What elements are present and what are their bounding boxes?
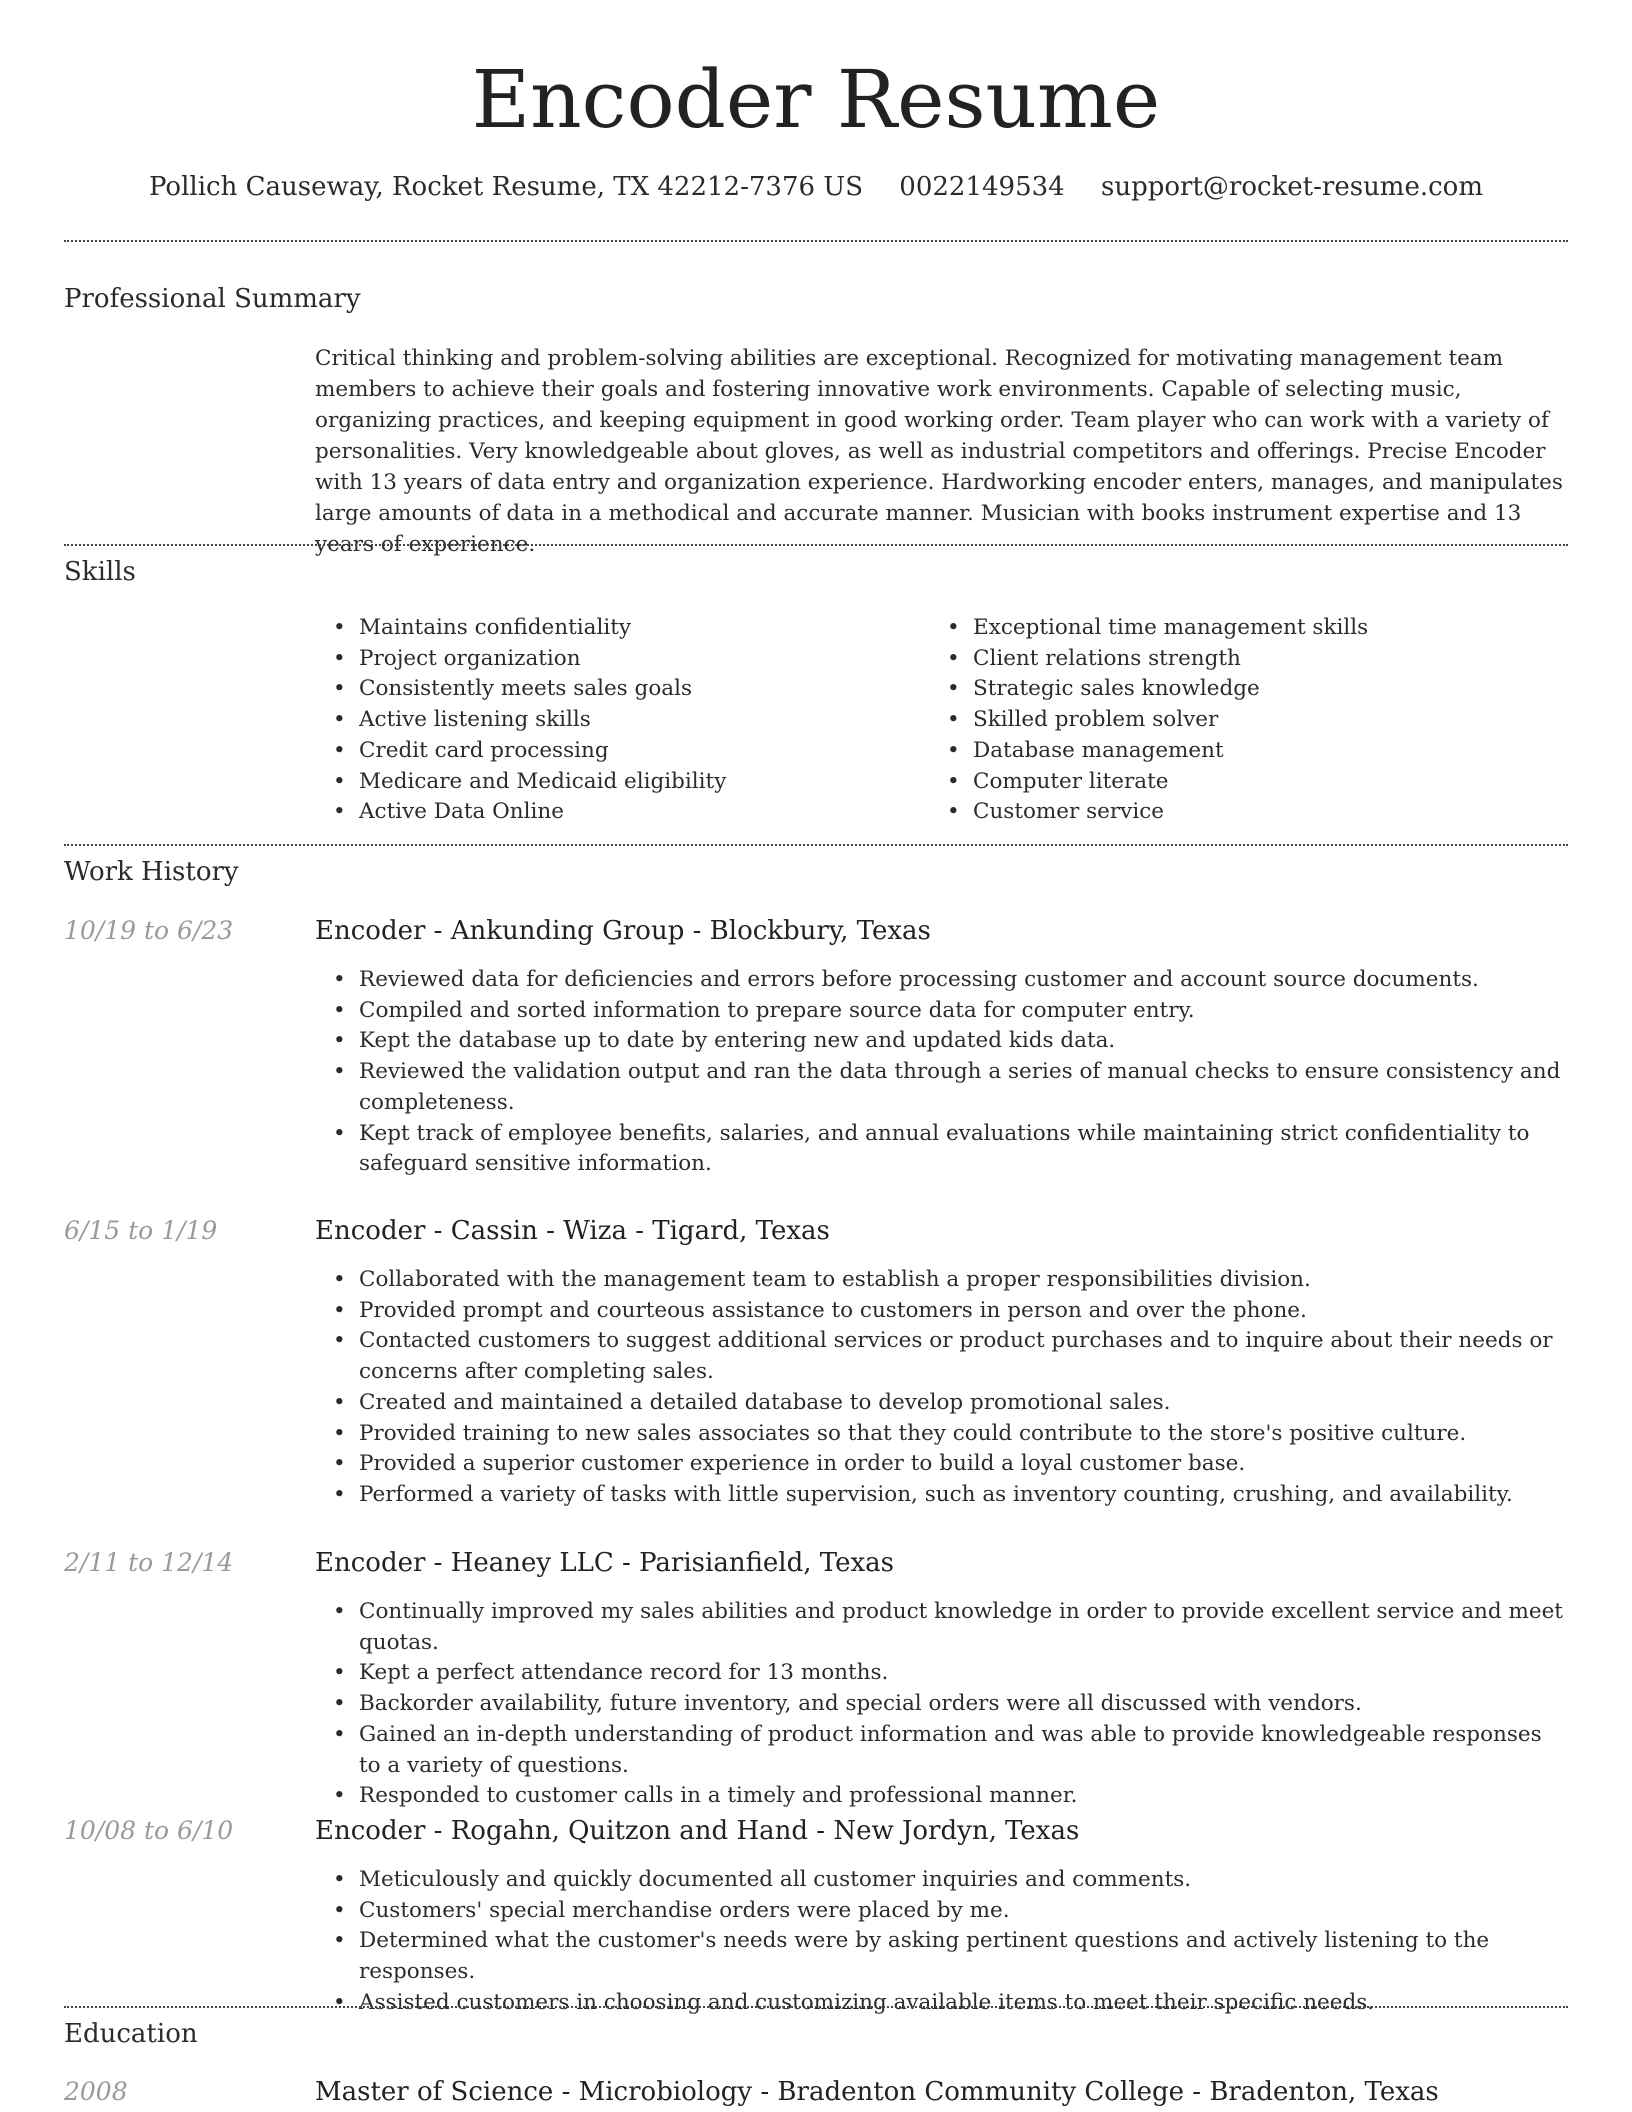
skill-item: • Database management (973, 736, 1573, 767)
skill-item: • Active listening skills (359, 705, 929, 736)
job-dates: 10/08 to 6/10 (64, 1816, 234, 1845)
job-bullet: • Performed a variety of tasks with little supervision, such as inventory counting, crushing, and availability. (359, 1480, 1567, 1511)
job-title: Encoder - Ankunding Group - Blockbury, Texas (315, 916, 931, 946)
divider (64, 544, 1568, 546)
skill-item: • Customer service (973, 797, 1573, 828)
summary-text: Critical thinking and problem-solving abilities are exceptional. Recognized for motivating management team members to achieve their goals and fostering innovative work environments. Capable of selecting music, organizing practices, and keeping equipment in good working order. Team player who can work with a variety of personalities. Very knowledgeable about gloves, as well as industrial competitors and offerings. Precise Encoder with 13 years of data entry and organization experience. Hardworking encoder enters, manages, and manipulates large amounts of data in a methodical and accurate manner. Musician with books instrument expertise and 13 years of experience. (315, 346, 1563, 557)
job-bullets (315, 1865, 1567, 2019)
job-dates: 10/19 to 6/23 (64, 916, 234, 945)
divider (64, 240, 1568, 242)
skill-item: • Consistently meets sales goals (359, 674, 929, 705)
job-bullet: • Customers' special merchandise orders were placed by me. (359, 1896, 1567, 1927)
job-title: Encoder - Rogahn, Quitzon and Hand - New Jordyn, Texas (315, 1816, 1080, 1846)
divider (64, 2006, 1568, 2008)
job-dates: 6/15 to 1/19 (64, 1216, 218, 1245)
job-title: Encoder - Heaney LLC - Parisianfield, Texas (315, 1548, 895, 1578)
job-bullet: • Reviewed the validation output and ran the data through a series of manual checks to ensure consistency and completeness. (359, 1057, 1567, 1118)
job-title: Encoder - Cassin - Wiza - Tigard, Texas (315, 1216, 830, 1246)
job-bullet: • Kept track of employee benefits, salaries, and annual evaluations while maintaining strict confidentiality to safeguard sensitive information. (359, 1119, 1567, 1180)
skill-item: • Medicare and Medicaid eligibility (359, 767, 929, 798)
job-bullet: • Responded to customer calls in a timely and professional manner. (359, 1781, 1567, 1812)
job-bullet: • Collaborated with the management team to establish a proper responsibilities division. (359, 1265, 1567, 1296)
divider (64, 844, 1568, 846)
skill-item: • Strategic sales knowledge (973, 674, 1573, 705)
job-bullet: • Continually improved my sales abilities and product knowledge in order to provide excellent service and meet quotas. (359, 1597, 1567, 1658)
contact-address: Pollich Causeway, Rocket Resume, TX 42212-7376 US (148, 172, 864, 202)
job-bullet: • Meticulously and quickly documented all customer inquiries and comments. (359, 1865, 1567, 1896)
job-bullets (315, 965, 1567, 1180)
skill-item: • Credit card processing (359, 736, 929, 767)
job-bullet: • Provided a superior customer experience in order to build a loyal customer base. (359, 1449, 1567, 1480)
job-bullet: • Created and maintained a detailed database to develop promotional sales. (359, 1388, 1567, 1419)
section-heading-education: Education (64, 2019, 198, 2049)
job-bullet: • Gained an in-depth understanding of product information and was able to provide knowledgeable responses to a variety of questions. (359, 1720, 1567, 1781)
job-bullet: • Assisted customers in choosing and customizing available items to meet their specific needs. (359, 1988, 1567, 2019)
job-bullet: • Determined what the customer's needs were by asking pertinent questions and actively listening to the responses. (359, 1926, 1567, 1987)
job-bullet: • Provided training to new sales associates so that they could contribute to the store's positive culture. (359, 1419, 1567, 1450)
skills-list-left (315, 613, 929, 828)
section-heading-work: Work History (64, 857, 239, 887)
job-bullet: • Kept the database up to date by entering new and updated kids data. (359, 1026, 1567, 1057)
skills-list-right (929, 613, 1573, 828)
skill-item: • Computer literate (973, 767, 1573, 798)
contact-phone: 0022149534 (899, 172, 1065, 202)
contact-email: support@rocket-resume.com (1100, 172, 1483, 202)
section-heading-skills: Skills (64, 557, 136, 587)
job-bullet: • Backorder availability, future inventory, and special orders were all discussed with vendors. (359, 1689, 1567, 1720)
skill-item: • Active Data Online (359, 797, 929, 828)
job-bullet: • Compiled and sorted information to prepare source data for computer entry. (359, 996, 1567, 1027)
job-bullet: • Contacted customers to suggest additional services or product purchases and to inquire about their needs or concerns after completing sales. (359, 1326, 1567, 1387)
skill-item: • Maintains confidentiality (359, 613, 929, 644)
resume-title: Encoder Resume (471, 53, 1161, 146)
job-bullet: • Reviewed data for deficiencies and errors before processing customer and account source documents. (359, 965, 1567, 996)
education-year: 2008 (64, 2077, 128, 2106)
skill-item: • Client relations strength (973, 644, 1573, 675)
section-heading-summary: Professional Summary (64, 284, 361, 314)
job-bullets (315, 1597, 1567, 1812)
skill-item: • Skilled problem solver (973, 705, 1573, 736)
skill-item: • Project organization (359, 644, 929, 675)
skill-item: • Exceptional time management skills (973, 613, 1573, 644)
job-bullet: • Provided prompt and courteous assistance to customers in person and over the phone. (359, 1296, 1567, 1327)
contact-line (0, 170, 1632, 204)
education-degree: Master of Science - Microbiology - Bradenton Community College - Bradenton, Texas (315, 2077, 1439, 2107)
job-dates: 2/11 to 12/14 (64, 1548, 234, 1577)
job-bullet: • Kept a perfect attendance record for 13 months. (359, 1658, 1567, 1689)
job-bullets (315, 1265, 1567, 1511)
